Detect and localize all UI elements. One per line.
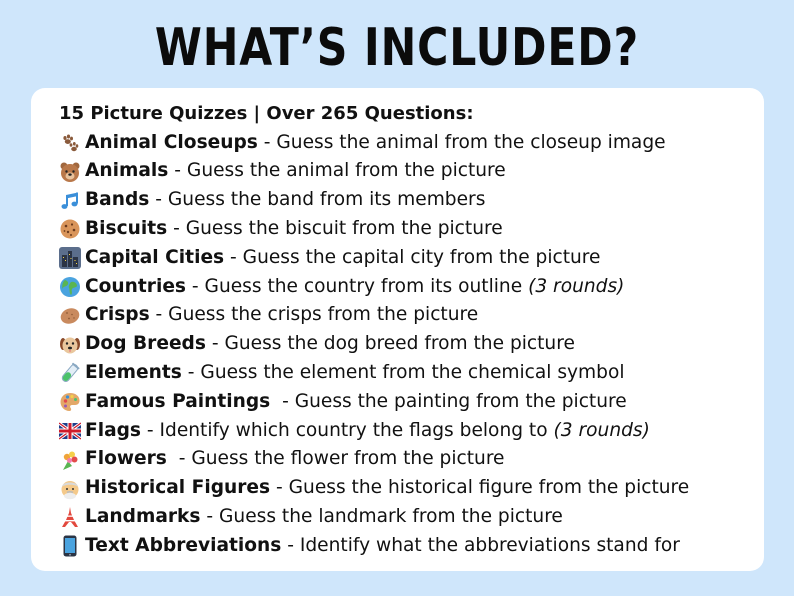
quiz-description: - Guess the landmark from the picture [200,505,563,527]
quiz-description: - Guess the crisps from the picture [149,304,479,326]
quiz-card [31,88,764,571]
quiz-name: Biscuits [85,217,168,239]
quiz-name: Dog Breeds [85,333,206,355]
quiz-description: - Guess the animal from the picture [168,160,506,182]
quiz-description: - Identify which country the flags belong to [141,419,554,441]
quiz-item [59,503,764,532]
quiz-name: Text Abbreviations [85,534,282,556]
quiz-description: - Guess the painting from the picture [270,390,627,412]
mobile-phone-icon [59,535,81,557]
quiz-name: Elements [85,361,182,383]
quiz-name: Bands [85,189,150,211]
quiz-rounds-note: (3 rounds) [528,275,625,297]
potato-icon [59,305,81,327]
cookie-icon [59,218,81,240]
quiz-item [59,129,764,158]
quiz-item [59,359,764,388]
quiz-list [59,129,764,561]
quiz-name: Famous Paintings [85,390,271,412]
quiz-item [59,474,764,503]
tokyo-tower-icon [59,506,81,528]
quiz-item [59,301,764,330]
quiz-item [59,244,764,273]
quiz-item [59,215,764,244]
quiz-item [59,532,764,561]
bear-face-icon [59,161,81,183]
quiz-name: Landmarks [85,505,201,527]
quiz-description: - Guess the country from its outline [186,275,529,297]
quiz-summary-heading: 15 Picture Quizzes | Over 265 Questions: [59,103,474,124]
quiz-item [59,186,764,215]
quiz-name: Animals [85,160,169,182]
quiz-name: Flags [85,419,141,441]
page-title: WHAT’S INCLUDED? [154,18,640,78]
quiz-item [59,388,764,417]
quiz-name: Capital Cities [85,246,225,268]
quiz-item [59,445,764,474]
old-man-icon [59,478,81,500]
uk-flag-icon [59,420,81,442]
quiz-description: - Guess the biscuit from the picture [167,217,503,239]
artist-palette-icon [59,391,81,413]
quiz-item [59,330,764,359]
dog-face-icon [59,334,81,356]
test-tube-icon [59,362,81,384]
quiz-item [59,157,764,186]
quiz-description: - Identify what the abbreviations stand for [281,534,680,556]
quiz-description: - Guess the animal from the closeup image [257,131,666,153]
quiz-name: Animal Closeups [85,131,258,153]
quiz-description: - Guess the dog breed from the picture [205,333,575,355]
quiz-item [59,273,764,302]
quiz-item [59,417,764,446]
cityscape-icon [59,247,81,269]
quiz-description: - Guess the historical figure from the picture [270,477,690,499]
quiz-description: - Guess the element from the chemical symbol [181,361,625,383]
bouquet-icon [59,449,81,471]
quiz-description: - Guess the flower from the picture [166,448,505,470]
quiz-name: Crisps [85,304,150,326]
quiz-description: - Guess the band from its members [149,189,486,211]
quiz-name: Historical Figures [85,477,271,499]
quiz-name: Countries [85,275,187,297]
music-notes-icon [59,190,81,212]
quiz-rounds-note: (3 rounds) [553,419,650,441]
globe-icon [59,276,81,298]
quiz-description: - Guess the capital city from the picture [224,246,601,268]
quiz-name: Flowers [85,448,167,470]
paw-prints-icon [59,132,81,154]
